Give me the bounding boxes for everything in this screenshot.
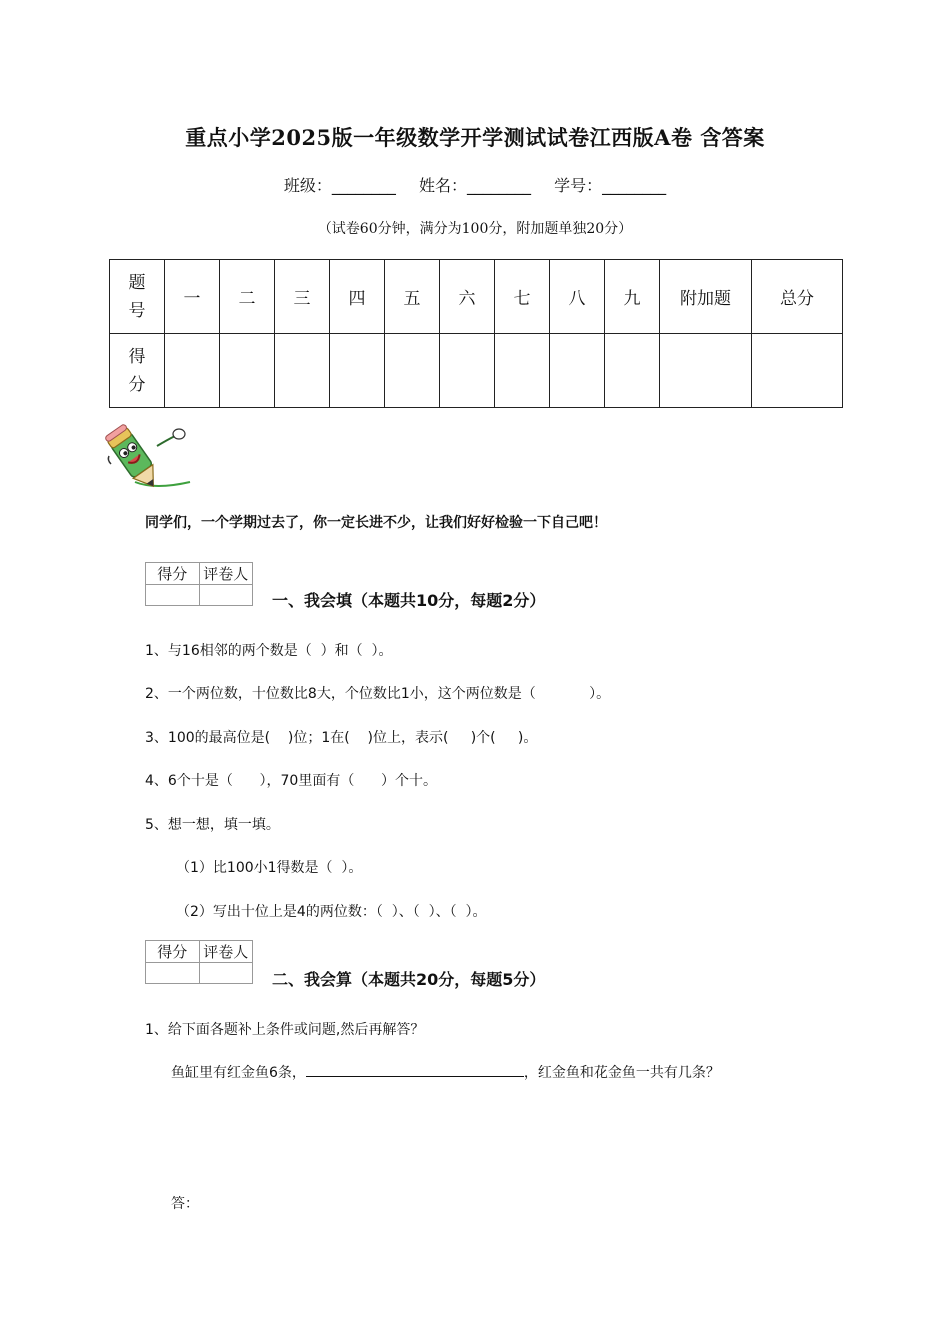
grader-reviewer-cell[interactable]	[199, 963, 253, 984]
grader-box-2	[145, 940, 253, 984]
col-header: 八	[550, 260, 605, 334]
score-cell[interactable]	[275, 334, 330, 408]
row-label-score: 得 分	[110, 334, 165, 408]
id-blank[interactable]: ________	[602, 176, 667, 195]
score-cell[interactable]	[660, 334, 752, 408]
question-2-1-text-b: ，红金鱼和花金鱼一共有几条？	[523, 1065, 720, 1081]
grader-score-cell[interactable]	[146, 585, 200, 606]
section2-title: 二、我会算（本题共20分，每题5分）	[272, 970, 546, 989]
question-1-4: 4、6个十是（ ），70里面有（ ）个十。	[145, 773, 438, 789]
score-cell[interactable]	[550, 334, 605, 408]
score-cell[interactable]	[330, 334, 385, 408]
question-1-5-2: （2）写出十位上是4的两位数：（ ）、（ ）、（ ）。	[176, 904, 487, 920]
grader-score-label: 得分	[146, 941, 200, 963]
grader-reviewer-label: 评卷人	[199, 563, 253, 585]
grader-reviewer-label: 评卷人	[199, 941, 253, 963]
col-header: 五	[385, 260, 440, 334]
grader-score-label: 得分	[146, 563, 200, 585]
question-1-5-1: （1）比100小1得数是（ ）。	[176, 860, 363, 876]
score-cell[interactable]	[752, 334, 843, 408]
col-header: 总分	[752, 260, 843, 334]
score-row	[110, 334, 843, 408]
col-header: 六	[440, 260, 495, 334]
question-1-1: 1、与16相邻的两个数是（ ）和（ ）。	[145, 643, 393, 659]
col-header: 四	[330, 260, 385, 334]
grader-reviewer-cell[interactable]	[199, 585, 253, 606]
score-cell[interactable]	[165, 334, 220, 408]
student-info	[0, 173, 950, 196]
question-1-5: 5、想一想，填一填。	[145, 817, 280, 833]
pencil-mascot-icon	[105, 420, 195, 496]
score-cell[interactable]	[605, 334, 660, 408]
score-cell[interactable]	[495, 334, 550, 408]
col-header: 二	[220, 260, 275, 334]
header-row	[110, 260, 843, 334]
score-cell[interactable]	[440, 334, 495, 408]
class-label: 班级：	[283, 176, 332, 195]
exam-note: （试卷60分钟，满分为100分，附加题单独20分）	[317, 221, 633, 237]
row-label-question: 题 号	[110, 260, 165, 334]
col-header: 附加题	[660, 260, 752, 334]
intro-text: 同学们，一个学期过去了，你一定长进不少，让我们好好检验一下自己吧！	[145, 515, 607, 531]
section1-title: 一、我会填（本题共10分，每题2分）	[272, 591, 546, 610]
class-blank[interactable]: ________	[331, 176, 396, 195]
grader-score-cell[interactable]	[146, 963, 200, 984]
question-2-1: 1、给下面各题补上条件或问题,然后再解答？	[145, 1022, 425, 1038]
question-2-1-text	[171, 1062, 720, 1082]
score-cell[interactable]	[385, 334, 440, 408]
grader-box-1	[145, 562, 253, 606]
col-header: 一	[165, 260, 220, 334]
col-header: 七	[495, 260, 550, 334]
answer-blank-line[interactable]	[306, 1076, 524, 1077]
col-header: 九	[605, 260, 660, 334]
name-blank[interactable]: ________	[467, 176, 531, 195]
score-table	[109, 259, 843, 408]
name-label: 姓名：	[418, 176, 467, 195]
question-1-3: 3、100的最高位是( )位；1在( )位上，表示( )个( )。	[145, 730, 538, 746]
score-cell[interactable]	[220, 334, 275, 408]
id-label: 学号：	[554, 176, 603, 195]
answer-label: 答：	[171, 1196, 199, 1212]
col-header: 三	[275, 260, 330, 334]
question-1-2: 2、一个两位数，十位数比8大，个位数比1小，这个两位数是（ ）。	[145, 686, 611, 702]
page-title: 重点小学2025版一年级数学开学测试试卷江西版A卷 含答案	[185, 125, 765, 150]
question-2-1-text-a: 鱼缸里有红金鱼6条，	[171, 1065, 306, 1081]
